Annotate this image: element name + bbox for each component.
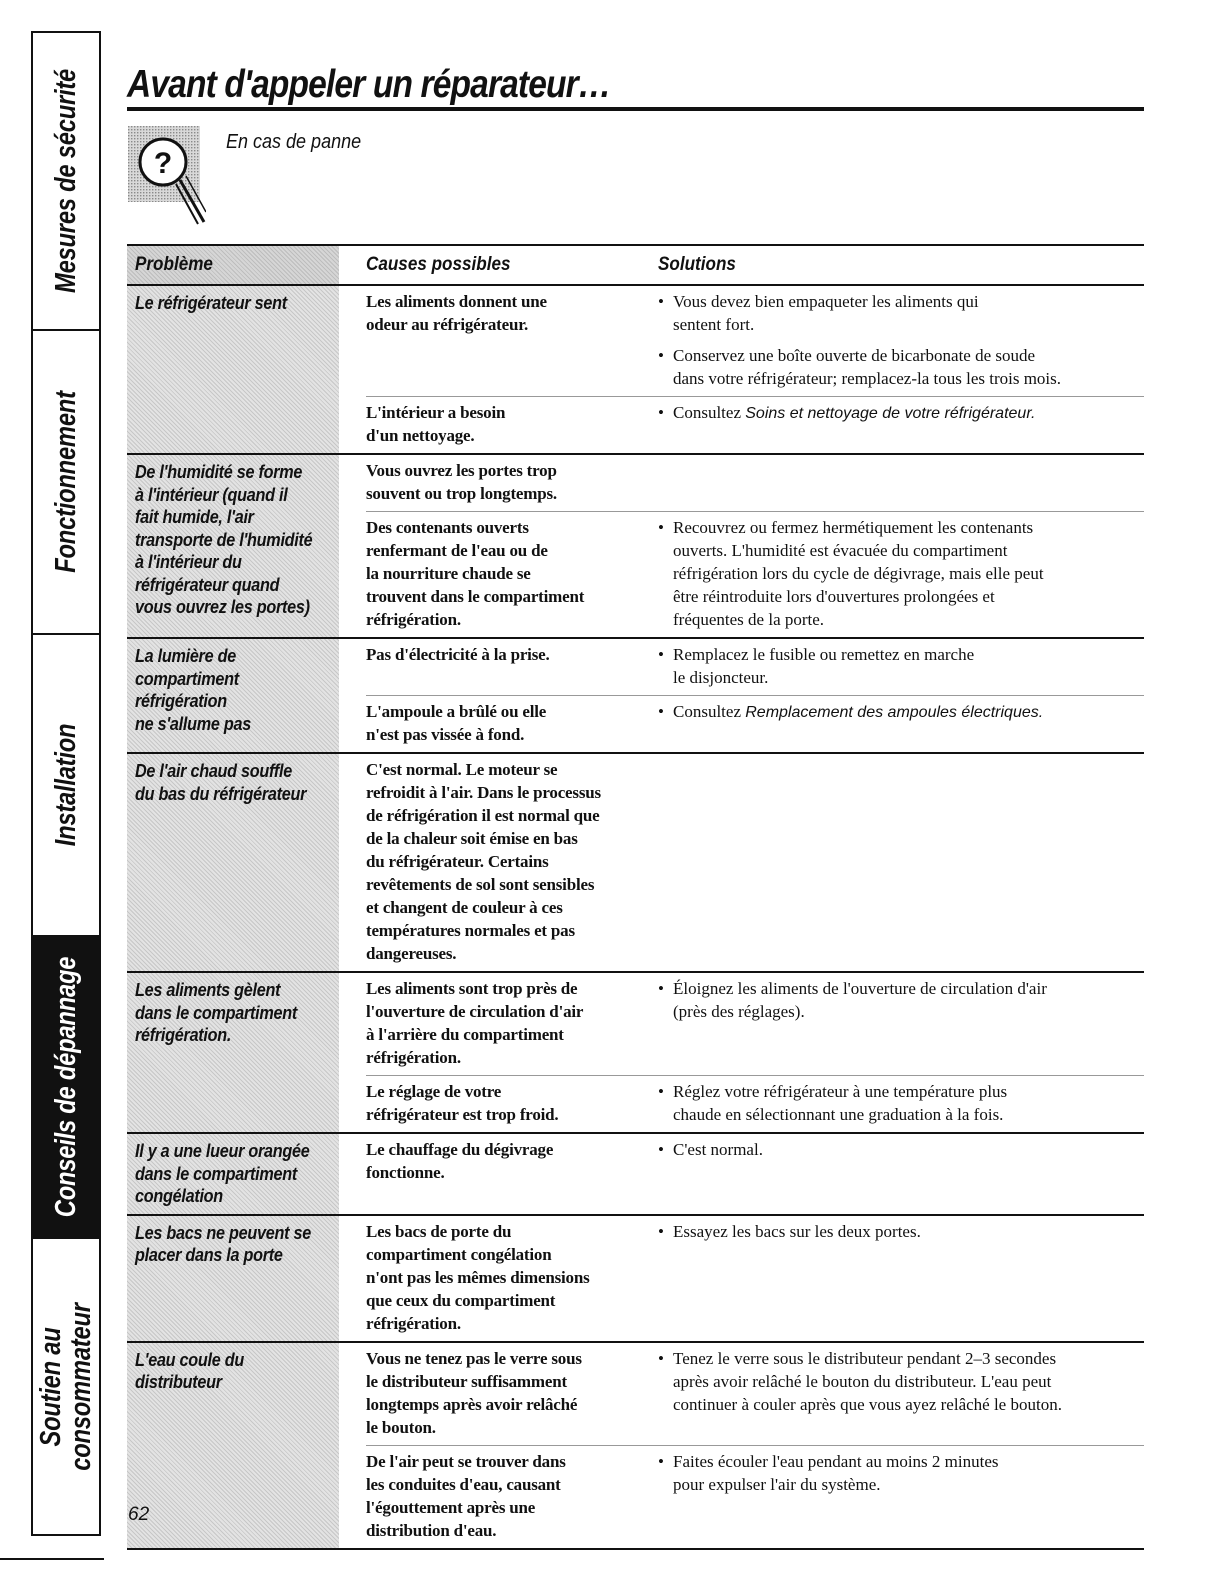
cause-text: Le chauffage du dégivrage fonctionne. bbox=[366, 1140, 554, 1182]
solution-item bbox=[658, 700, 1144, 724]
table-row bbox=[366, 1134, 1144, 1190]
solution-item bbox=[658, 516, 1144, 631]
solutions-cell bbox=[658, 977, 1144, 1069]
solution-text: Conservez une boîte ouverte de bicarbonate de soude dans votre réfrigérateur; remplacez-la tous les trois mois. bbox=[673, 346, 1062, 388]
problem-text: De l'humidité se forme à l'intérieur (quand il fait humide, l'air transporte de l'humidité à l'intérieur du réfrigérateur quand vous ouvrez les portes) bbox=[135, 462, 313, 617]
solution-item bbox=[658, 401, 1144, 425]
table-row bbox=[366, 455, 1144, 512]
cause-text: Pas d'électricité à la prise. bbox=[366, 645, 550, 664]
tab-label: Soutien au consommateur bbox=[35, 1302, 97, 1471]
tab-label: Fonctionnement bbox=[50, 391, 82, 573]
solution-item bbox=[658, 1220, 1144, 1243]
problem-group bbox=[127, 639, 1144, 754]
solution-text: Recouvrez ou fermez hermétiquement les contenants ouverts. L'humidité est évacuée du compartiment réfrigération lors du cycle de dégivrage, mais elle peut être réintroduite lors d'ouvertures prolongées et fréquentes de la porte. bbox=[673, 518, 1044, 629]
solutions-cell bbox=[658, 1080, 1144, 1126]
solution-item bbox=[658, 1347, 1144, 1416]
cause-text: Vous ouvrez les portes trop souvent ou trop longtemps. bbox=[366, 461, 557, 503]
solution-item bbox=[658, 1138, 1144, 1161]
solution-text: Faites écouler l'eau pendant au moins 2 minutes pour expulser l'air du système. bbox=[673, 1451, 999, 1494]
cause-solution-list bbox=[366, 1134, 1144, 1214]
cause-text: Vous ne tenez pas le verre sous le distributeur suffisamment longtemps après avoir relâché le bouton. bbox=[366, 1348, 582, 1437]
tab-label: Mesures de sécurité bbox=[50, 69, 82, 293]
cause-text: Le réglage de votre réfrigérateur est trop froid. bbox=[366, 1082, 559, 1124]
footer-divider bbox=[0, 1558, 104, 1560]
table-header bbox=[127, 244, 1144, 286]
problem-cell bbox=[127, 455, 339, 637]
cause-solution-list bbox=[366, 754, 1144, 971]
cause-text: L'intérieur a besoin d'un nettoyage. bbox=[366, 403, 506, 445]
solution-text: Tenez le verre sous le distributeur pendant 2–3 secondes après avoir relâché le bouton du distributeur. L'eau peut continuer à couler après que vous ayez relâché le bouton. bbox=[673, 1348, 1062, 1414]
solutions-cell bbox=[658, 643, 1144, 689]
problem-group bbox=[127, 1216, 1144, 1343]
tab-conseils-de-depannage[interactable] bbox=[33, 937, 99, 1239]
table-row bbox=[366, 973, 1144, 1076]
solutions-cell bbox=[658, 1138, 1144, 1184]
problem-group bbox=[127, 973, 1144, 1134]
solution-text: Réglez votre réfrigérateur à une température plus chaude en sélectionnant une graduation à la fois. bbox=[673, 1082, 1008, 1124]
solution-text: C'est normal. bbox=[673, 1140, 763, 1159]
cause-solution-list bbox=[366, 1343, 1144, 1548]
solution-item bbox=[658, 344, 1144, 390]
cause-solution-list bbox=[366, 973, 1144, 1132]
problem-cell bbox=[127, 639, 339, 752]
cause-solution-list bbox=[366, 1216, 1144, 1341]
table-row bbox=[366, 397, 1144, 453]
table-row bbox=[366, 512, 1144, 637]
problem-group bbox=[127, 286, 1144, 455]
problem-cell bbox=[127, 754, 339, 971]
problem-cell bbox=[127, 973, 339, 1132]
solutions-cell bbox=[658, 1220, 1144, 1335]
table-row bbox=[366, 1343, 1144, 1446]
page-number: 62 bbox=[128, 1504, 150, 1525]
solutions-cell bbox=[658, 700, 1144, 746]
cause-text: Les bacs de porte du compartiment congélation n'ont pas les mêmes dimensions que ceux du compartiment réfrigération. bbox=[366, 1221, 590, 1333]
page-title: Avant d'appeler un réparateur… bbox=[127, 63, 611, 106]
header-causes: Causes possibles bbox=[366, 254, 511, 275]
question-mark-icon bbox=[128, 126, 206, 226]
problem-group bbox=[127, 1343, 1144, 1550]
table-row bbox=[366, 696, 1144, 752]
solution-item bbox=[658, 643, 1144, 689]
tab-label: Conseils de dépannage bbox=[50, 956, 82, 1218]
solutions-cell bbox=[658, 290, 1144, 390]
svg-text:?: ? bbox=[153, 147, 173, 180]
troubleshooting-table bbox=[127, 244, 1144, 1550]
problem-text: Il y a une lueur orangée dans le compartiment congélation bbox=[135, 1141, 310, 1206]
solution-text: Consultez bbox=[673, 702, 746, 721]
cause-text: Les aliments sont trop près de l'ouverture de circulation d'air à l'arrière du compartiment réfrigération. bbox=[366, 979, 584, 1067]
solutions-cell bbox=[658, 1450, 1144, 1542]
table-row bbox=[366, 1076, 1144, 1132]
solution-text: Essayez les bacs sur les deux portes. bbox=[673, 1221, 921, 1241]
tab-label: Installation bbox=[50, 723, 82, 847]
solutions-cell bbox=[658, 459, 1144, 505]
table-row bbox=[366, 639, 1144, 696]
tab-installation[interactable] bbox=[33, 635, 99, 937]
cause-solution-list bbox=[366, 286, 1144, 453]
cause-text: C'est normal. Le moteur se refroidit à l'air. Dans le processus de réfrigération il est normal que de la chaleur soit émise en bas du réfrigérateur. Certains revêtements de sol sont sensibles et changent de couleur à ces températures normales et pas dangereuses. bbox=[366, 760, 601, 963]
section-subtitle: En cas de panne bbox=[226, 131, 362, 153]
solution-item bbox=[658, 1080, 1144, 1126]
tab-mesures-de-securite[interactable] bbox=[33, 33, 99, 331]
problem-text: De l'air chaud souffle du bas du réfrigérateur bbox=[135, 761, 307, 804]
section-reference: Remplacement des ampoules électriques. bbox=[745, 704, 1044, 721]
cause-text: Les aliments donnent une odeur au réfrigérateur. bbox=[366, 292, 547, 334]
problem-text: Les aliments gèlent dans le compartiment réfrigération. bbox=[135, 980, 298, 1045]
problem-cell bbox=[127, 1343, 339, 1548]
problem-group bbox=[127, 1134, 1144, 1216]
solutions-cell bbox=[658, 516, 1144, 631]
solutions-cell bbox=[658, 1347, 1144, 1439]
problem-text: L'eau coule du distributeur bbox=[135, 1349, 244, 1392]
solution-text: Éloignez les aliments de l'ouverture de circulation d'air (près des réglages). bbox=[673, 979, 1047, 1021]
table-body bbox=[127, 286, 1144, 1550]
solution-text: Consultez bbox=[673, 403, 746, 422]
solutions-cell bbox=[658, 758, 1144, 965]
solution-item bbox=[658, 1450, 1144, 1496]
cause-solution-list bbox=[366, 639, 1144, 752]
problem-text: Le réfrigérateur sent bbox=[135, 293, 287, 313]
table-row bbox=[366, 754, 1144, 971]
solution-text: Vous devez bien empaqueter les aliments qui sentent fort. bbox=[673, 292, 979, 334]
solutions-cell bbox=[658, 401, 1144, 447]
tab-fonctionnement[interactable] bbox=[33, 331, 99, 635]
header-problem: Problème bbox=[127, 246, 339, 284]
problem-group bbox=[127, 455, 1144, 639]
table-row bbox=[366, 286, 1144, 397]
cause-text: L'ampoule a brûlé ou elle n'est pas vissée à fond. bbox=[366, 702, 547, 744]
problem-text: La lumière de compartiment réfrigération ne s'allume pas bbox=[135, 646, 251, 734]
problem-cell bbox=[127, 1216, 339, 1341]
header-solutions: Solutions bbox=[658, 254, 736, 275]
solution-item bbox=[658, 977, 1144, 1023]
section-tabs bbox=[31, 31, 101, 1536]
tab-soutien-au-consommateur[interactable] bbox=[33, 1239, 99, 1534]
table-row bbox=[366, 1446, 1144, 1548]
problem-text: Les bacs ne peuvent se placer dans la porte bbox=[135, 1222, 311, 1265]
cause-text: Des contenants ouverts renfermant de l'eau ou de la nourriture chaude se trouvent dans le compartiment réfrigération. bbox=[366, 518, 585, 629]
solution-text: Remplacez le fusible ou remettez en marche le disjoncteur. bbox=[673, 645, 975, 687]
cause-text: De l'air peut se trouver dans les conduites d'eau, causant l'égouttement après une distribution d'eau. bbox=[366, 1451, 566, 1540]
title-divider bbox=[127, 107, 1144, 111]
problem-cell bbox=[127, 286, 339, 453]
problem-cell bbox=[127, 1134, 339, 1214]
table-row bbox=[366, 1216, 1144, 1341]
problem-group bbox=[127, 754, 1144, 973]
cause-solution-list bbox=[366, 455, 1144, 637]
section-reference: Soins et nettoyage de votre réfrigérateur. bbox=[745, 405, 1036, 422]
solution-item bbox=[658, 290, 1144, 336]
